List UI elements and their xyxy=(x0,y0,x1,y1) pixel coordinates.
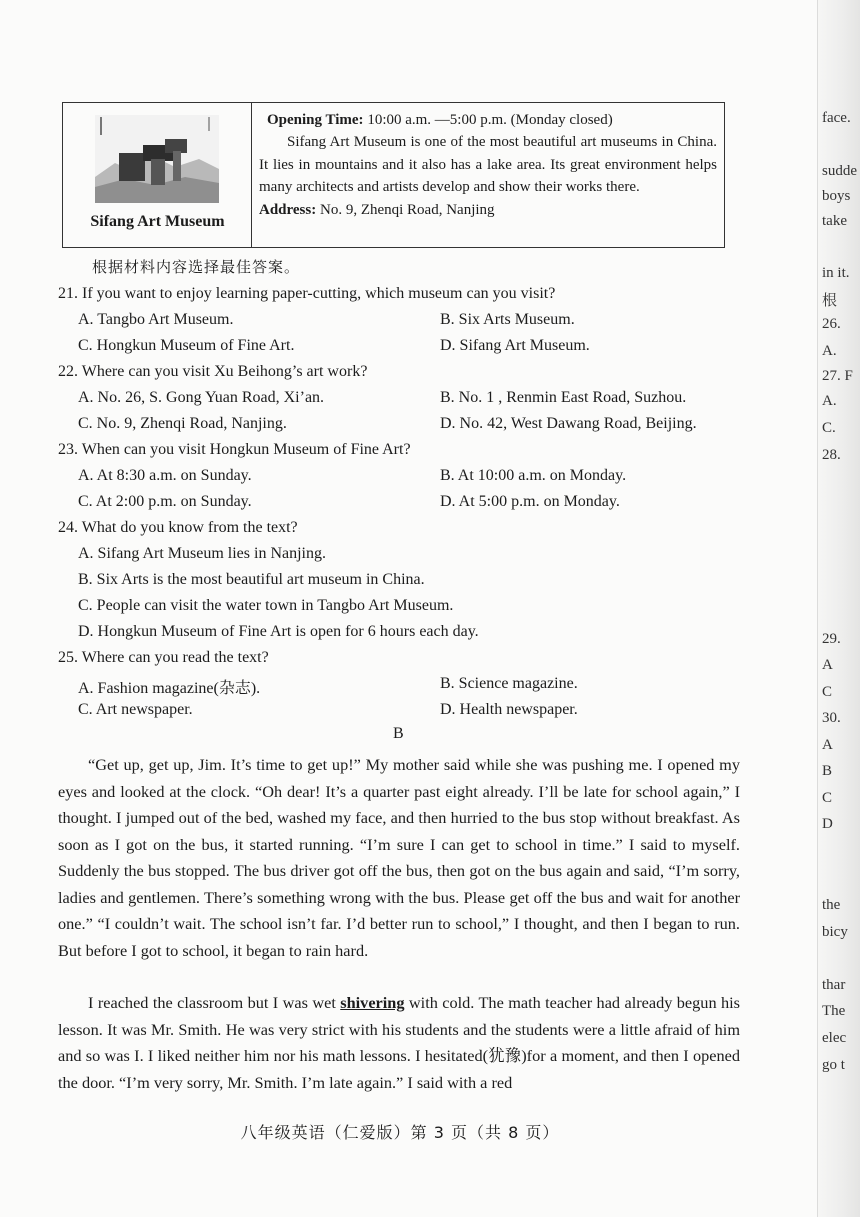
option-24c: C. People can visit the water town in Tangbo Art Museum. xyxy=(78,597,454,614)
bleed-text: in it. xyxy=(822,265,850,281)
bleed-text: 28. xyxy=(822,447,841,463)
option-25c: C. Art newspaper. xyxy=(78,701,193,718)
option-21c: C. Hongkun Museum of Fine Art. xyxy=(78,337,295,354)
bleed-text: sudde xyxy=(822,163,857,179)
option-25b: B. Science magazine. xyxy=(440,675,578,692)
p2-after: with cold. The math teacher had already begun his lesson. It was Mr. Smith. He was very strict with his students and the students were a little afraid of him and so was I. I liked neither him nor his math lessons. I hesitated(犹豫)for a moment, and then I opened the door. “I’m very sorry, Mr. Smith. I’m late again.” I said with a red xyxy=(58,993,740,1092)
keyword-shivering: shivering xyxy=(340,993,405,1012)
bleed-text: go t xyxy=(822,1057,845,1073)
museum-caption: Sifang Art Museum xyxy=(90,213,225,230)
option-22d: D. No. 42, West Dawang Road, Beijing. xyxy=(440,415,697,432)
bleed-text: A. xyxy=(822,393,837,409)
option-22c: C. No. 9, Zhenqi Road, Nanjing. xyxy=(78,415,287,432)
option-21d: D. Sifang Art Museum. xyxy=(440,337,590,354)
passage-paragraph-2 xyxy=(58,990,740,1096)
bleed-text: 30. xyxy=(822,710,841,726)
bleed-text: The xyxy=(822,1003,846,1019)
option-23c: C. At 2:00 p.m. on Sunday. xyxy=(78,493,252,510)
option-23d: D. At 5:00 p.m. on Monday. xyxy=(440,493,620,510)
bleed-text: the xyxy=(822,897,841,913)
bleed-text: elec xyxy=(822,1030,847,1046)
option-21a: A. Tangbo Art Museum. xyxy=(78,311,234,328)
bleed-text: B xyxy=(822,763,833,779)
bleed-text: thar xyxy=(822,977,846,993)
option-22a: A. No. 26, S. Gong Yuan Road, Xi’an. xyxy=(78,389,325,406)
address-label: Address: xyxy=(259,201,317,218)
question-22: 22. Where can you visit Xu Beihong’s art work? xyxy=(58,363,368,380)
option-23a: A. At 8:30 a.m. on Sunday. xyxy=(78,467,252,484)
museum-image-cell xyxy=(63,103,252,247)
option-24a: A. Sifang Art Museum lies in Nanjing. xyxy=(78,545,326,562)
bleed-text: D xyxy=(822,816,833,832)
question-24: 24. What do you know from the text? xyxy=(58,519,298,536)
option-21b: B. Six Arts Museum. xyxy=(440,311,575,328)
address-value: No. 9, Zhenqi Road, Nanjing xyxy=(316,201,495,218)
opening-time-line xyxy=(259,109,717,131)
instruction: 根据材料内容选择最佳答案。 xyxy=(92,258,301,276)
bleed-text: bicy xyxy=(822,924,848,940)
question-25: 25. Where can you read the text? xyxy=(58,649,269,666)
adjacent-page-edge xyxy=(817,0,860,1217)
page-footer: 八年级英语（仁爱版）第 3 页（共 8 页） xyxy=(240,1123,560,1142)
opening-time-label: Opening Time: xyxy=(267,112,364,128)
option-25d: D. Health newspaper. xyxy=(440,701,578,718)
museum-info-box xyxy=(62,102,725,248)
section-label: B xyxy=(393,725,404,742)
bleed-text: A xyxy=(822,737,833,753)
option-24b: B. Six Arts is the most beautiful art museum in China. xyxy=(78,571,425,588)
bleed-text: C xyxy=(822,684,833,700)
bleed-text: 根 xyxy=(822,293,838,309)
bleed-text: take xyxy=(822,213,847,229)
address-line xyxy=(259,199,717,221)
museum-info-text xyxy=(259,109,717,221)
museum-description: Sifang Art Museum is one of the most beautiful art museums in China. It lies in mountains and it also has a lake area. Its great environment helps many architects and artists develop and show their works there. xyxy=(259,134,717,196)
option-23b: B. At 10:00 a.m. on Monday. xyxy=(440,467,627,484)
p2-before: I reached the classroom but I was wet xyxy=(88,993,341,1012)
question-23: 23. When can you visit Hongkun Museum of Fine Art? xyxy=(58,441,411,458)
option-22b: B. No. 1 , Renmin East Road, Suzhou. xyxy=(440,389,687,406)
option-24d: D. Hongkun Museum of Fine Art is open for 6 hours each day. xyxy=(78,623,479,640)
bleed-text: boys xyxy=(822,188,851,204)
bleed-text: C xyxy=(822,790,833,806)
museum-photo xyxy=(95,115,219,203)
bleed-text: 27. F xyxy=(822,368,853,384)
bleed-text: A. xyxy=(822,343,837,359)
question-21: 21. If you want to enjoy learning paper-cutting, which museum can you visit? xyxy=(58,285,556,302)
bleed-text: C. xyxy=(822,420,836,436)
bleed-text: A xyxy=(822,657,833,673)
opening-time-value: 10:00 a.m. —5:00 p.m. (Monday closed) xyxy=(363,112,613,128)
bleed-text: 26. xyxy=(822,316,841,332)
bleed-text: face. xyxy=(822,110,851,126)
option-25a: A. Fashion magazine(杂志). xyxy=(78,680,261,697)
bleed-text: 29. xyxy=(822,631,841,647)
passage-paragraph-1: “Get up, get up, Jim. It’s time to get up!” My mother said while she was pushing me. I opened my eyes and looked at the clock. “Oh dear! It’s a quarter past eight already. I’ll be late for school again,” I thought. I jumped out of the bed, washed my face, and then hurried to the bus stop without breakfast. As soon as I got on the bus, it started running. “I’m sure I can get to school in time.” I said to myself. Suddenly the bus stopped. The bus driver got off the bus, then got on the bus again and said, “I’m sorry, ladies and gentlemen. There’s something wrong with the bus. Please get off the bus and wait for another one.” “I couldn’t wait. The school isn’t far. I’d better run to school,” I thought, and then I began to run. But before I got to school, it began to rain hard. xyxy=(58,755,740,960)
